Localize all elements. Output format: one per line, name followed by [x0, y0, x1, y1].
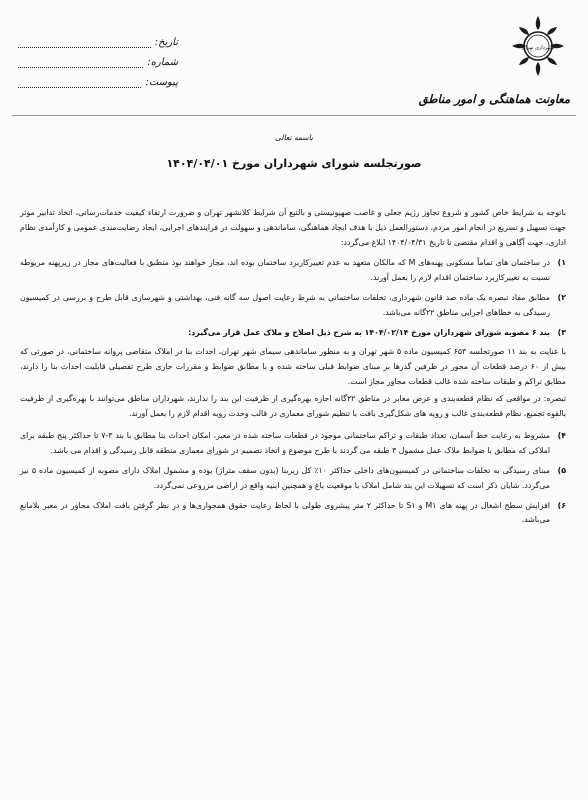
- date-label: تاریخ:: [154, 37, 178, 48]
- document-title: صورتجلسه شورای شهرداران مورخ ۱۴۰۴/۰۴/۰۱: [166, 157, 422, 170]
- document-body: [20, 206, 566, 533]
- list-item: [20, 499, 566, 529]
- item-number: ۳): [557, 327, 566, 337]
- department-title: معاونت هماهنگی و امور مناطق: [418, 92, 570, 106]
- item-number: ۶): [557, 500, 566, 510]
- list-item: [20, 464, 566, 494]
- item-text: مبنای رسیدگی به تخلفات ساختمانی در کمیسیون‌های داخلی حداکثر ۱۰٪ کل زیربنا (بدون سقف متراژ) بوده و مشمول املاک دارای مصوبه از کمیسیون ماده ۵ نیز می‌گردد. شایان ذکر است که تسهیلات این بند شامل املاک با موقعیت باغ و همچنین ابنیه واقع در اراضی مزروعی نمی‌گردد.: [20, 465, 550, 490]
- date-blank-line: [18, 38, 151, 48]
- item-number: ۴): [557, 431, 566, 441]
- list-item: [20, 429, 566, 459]
- attachment-field: [18, 68, 178, 88]
- item-number: ۱): [557, 258, 566, 268]
- header-meta-fields: [18, 28, 178, 88]
- item-text: در ساختمان های تماماً مسکونی پهنه‌های M که مالکان متعهد به عدم تغییرکاربرد ساختمان بوده اند، مجاز خواهند بود منطبق با فعالیت‌های مجاز در زیرپهنه مربوطه نسبت به تغییرکاربرد ساختمان اقدام لازم را بعمل آورند.: [20, 258, 551, 283]
- item-text: مشروط به رعایت خط آسمان، تعداد طبقات و تراکم ساختمانی موجود در قطعات ساخته شده در معبر، امکان احداث بنا مطابق با بند ۳-۷ تا حداکثر پنج طبقه برای املاکی که مطابق با ضوابط ملاک عمل مشمول ۳ طبقه می گردند با طرح موضوع و اتخاذ تصمیم در شورای معماری منطقه قابل رسیدگی و اقدام می باشد.: [20, 431, 550, 456]
- list-item: [20, 256, 566, 286]
- logo-text: شهرداری تهران: [521, 45, 555, 51]
- item-text: بند ۶ مصوبه شورای شهرداران مورخ ۱۴۰۴/۰۲/۱۴ به شرح ذیل اصلاح و ملاک عمل قرار می‌گیرد:: [188, 327, 550, 337]
- number-label: شماره:: [147, 57, 178, 68]
- number-blank-line: [18, 58, 143, 68]
- list-item: [20, 291, 566, 321]
- item-3-detail-paragraph: با عنایت به بند ۱۱ صورتجلسه ۶۵۳ کمیسیون ماده ۵ شهر تهران و به منظور ساماندهی سیمای شهر تهران، احداث بنا در املاک متقاضی پروانه ساختمانی، در صورتی که بیش از ۶۰ درصد قطعات آن محور در طرفین گذرها بر مبنای ضوابط قبلی ساخته شده و با مطابق ضوابط و مقررات جاری طرح تفصیلی قابلیت احداث بنا را دارند، مطابق تراکم و طبقات ساخته شده غالب قطعات مجاور مجاز است.: [20, 347, 566, 386]
- tehran-municipality-logo-icon: [510, 14, 566, 78]
- item-text: افزایش سطح اشغال در پهنه های M۱ و S۱ تا حداکثر ۲ متر پیشروی طولی با لحاظ رعایت حقوق همجواری‌ها و در نظر گرفتن بافت املاک مجاور در معبر بلامانع می‌باشد.: [20, 500, 550, 525]
- attachment-blank-line: [18, 78, 141, 88]
- item-text: مطابق مفاد تبصره یک ماده صد قانون شهرداری، تخلفات ساختمانی به شرط رعایت اصول سه گانه فنی، بهداشتی و شهرسازی قابل طرح و بررسی در کمیسیون رسیدگی به خطاهای اجرایی مناطق ۲۲گانه می‌باشد.: [20, 292, 550, 317]
- invocation: باسمه تعالی: [275, 133, 313, 142]
- intro-paragraph: باتوجه به شرایط خاص کشور و شروع تجاوز رژیم جعلی و غاصب صهیونیستی و بالتبع آن شرایط کلانشهر تهران و ضرورت ارتقاء کیفیت خدمات‌رسانی، اتخاذ تدابیر موثر جهت تسهیل و تسریع در انجام امور مردم، دستورالعمل ذیل با هدف ایجاد هماهنگی، ساماندهی و سهولت در فرایندهای اجرایی، ایجاد رضایت‌مندی عمومی و کارآمدی نظام اداری، جهت آگاهی و اقدام مقتضی تا تاریخ ۱۴۰۴/۰۴/۳۱ ابلاغ می‌گردد:: [20, 208, 566, 247]
- item-number: ۵): [557, 465, 566, 475]
- number-field: [18, 48, 178, 68]
- date-field: [18, 28, 178, 48]
- header-divider: [12, 115, 576, 116]
- list-item: [20, 326, 566, 341]
- item-number: ۲): [557, 292, 566, 302]
- note-paragraph: تبصره: در مواقعی که نظام قطعه‌بندی و عرض معابر در مناطق ۲۲گانه اجازه بهره‌گیری از ظرفیت این بند را ندارند، شهرداران مناطق می‌توانند با بهره‌گیری از ظرفیت بالقوه تجمیع، نظام قطعه‌بندی غالب و رویه های شکل‌گیری بافت با تنظیم شورای معماری در قالب وحدت رویه اقدام لازم را بعمل آورند.: [20, 393, 566, 418]
- attachment-label: پیوست:: [145, 77, 178, 88]
